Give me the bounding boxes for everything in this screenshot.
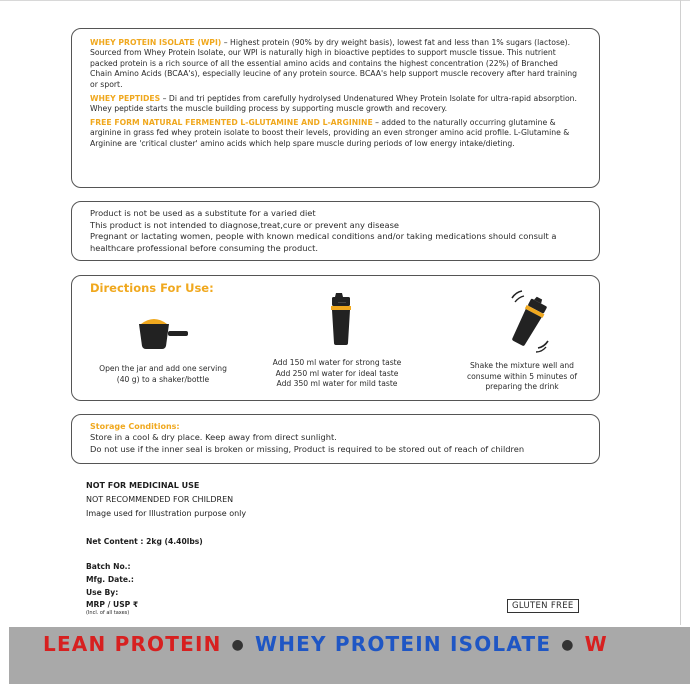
step-open-jar — [88, 364, 238, 385]
step-shake — [452, 361, 592, 393]
wpi-title: WHEY PROTEIN ISOLATE (WPI) — [90, 38, 222, 47]
storage-box — [71, 414, 600, 464]
peptides-text: – Di and tri peptides from carefully hydrolysed Undenatured Whey Protein Isolate for ultra-rapid absorption. Whey peptide starts the muscle building process by supporting muscle growth and recovery. — [90, 93, 577, 113]
glutamine-paragraph — [90, 118, 581, 149]
shaking-shaker-icon — [504, 288, 554, 354]
shaker-icon — [328, 292, 354, 346]
not-medicinal-label: NOT FOR MEDICINAL USE — [86, 481, 200, 490]
disclaimer-line: This product is not intended to diagnose,treat,cure or prevent any disease — [90, 219, 400, 230]
glutamine-title: FREE FORM NATURAL FERMENTED L-GLUTAMINE AND L-ARGININE — [90, 117, 373, 127]
step2-line: Add 250 ml water for ideal taste — [275, 368, 399, 378]
directions-title: Directions For Use: — [90, 281, 214, 295]
glutamine-text: – added to the naturally occurring glutamine & arginine in grass fed whey protein isolate to boost their levels, providing an even stronger amino acid profile. L-Glutamine & Arginine are 'critical cluster' amino acids which help spare muscle during periods of low energy intake/dieting. — [90, 117, 570, 148]
disclaimer-box — [71, 201, 600, 261]
disclaimer-line: Product is not be used as a substitute for a varied diet — [90, 208, 316, 218]
wpi-paragraph — [90, 38, 581, 90]
scoop-icon — [135, 312, 195, 352]
top-edge-line — [0, 0, 690, 1]
step3-line: preparing the drink — [485, 382, 559, 391]
banner-text — [43, 632, 608, 656]
not-children-label: NOT RECOMMENDED FOR CHILDREN — [86, 495, 234, 504]
storage-line: Store in a cool & dry place. Keep away from direct sunlight. — [90, 432, 337, 442]
step1-line: Open the jar and add one serving — [99, 364, 227, 373]
step1-line: (40 g) to a shaker/bottle — [116, 374, 210, 384]
banner-lean-protein: LEAN PROTEIN — [43, 632, 222, 656]
illustration-note: Image used for Illustration purpose only — [86, 509, 247, 518]
step-add-water — [262, 358, 412, 390]
gluten-free-badge: GLUTEN FREE — [507, 599, 579, 613]
ingredients-box — [71, 28, 600, 188]
wpi-text: – Highest protein (90% by dry weight basis), lowest fat and less than 1% sugars (lactose). Sourced from Whey Protein Isolate, our WPI is naturally high in bioactive peptides to support muscle tissue. This nutrient packed protein is a rich source of all the essential amino acids and contains the highest concentration (22%) of Branched Chain Amino Acids (BCAA's), especially leucine of any protein source. BCAA's help support muscle recovery after hard training or sport. — [90, 38, 577, 89]
step2-line: Add 150 ml water for strong taste — [272, 358, 402, 367]
bullet-icon: ● — [231, 637, 245, 653]
peptides-paragraph — [90, 94, 581, 115]
mrp-label: MRP / USP ₹ — [86, 600, 139, 609]
storage-title: Storage Conditions: — [90, 422, 180, 431]
mfg-date-label: Mfg. Date.: — [86, 575, 134, 584]
step3-line: Shake the mixture well and — [469, 361, 574, 370]
directions-box — [71, 275, 600, 401]
net-content: Net Content : 2kg (4.40lbs) — [86, 537, 203, 546]
step3-line: consume within 5 minutes of — [466, 371, 578, 381]
step2-line: Add 350 ml water for mild taste — [276, 379, 398, 388]
disclaimer-line: Pregnant or lactating women, people with known medical conditions and/or taking medications should consult a healthcare professional before consuming the product. — [90, 231, 557, 253]
batch-label: Batch No.: — [86, 562, 131, 571]
banner-whey-isolate: WHEY PROTEIN ISOLATE — [254, 632, 552, 656]
bullet-icon: ● — [561, 637, 575, 653]
storage-line: Do not use if the inner seal is broken or missing, Product is required to be stored out of reach of children — [90, 443, 525, 454]
peptides-title: WHEY PEPTIDES — [90, 93, 161, 103]
taxes-note: (Incl. of all taxes) — [86, 610, 130, 616]
bottom-banner — [9, 627, 690, 684]
banner-continuation: W — [584, 632, 608, 656]
right-edge-line — [680, 0, 681, 625]
use-by-label: Use By: — [86, 588, 119, 597]
